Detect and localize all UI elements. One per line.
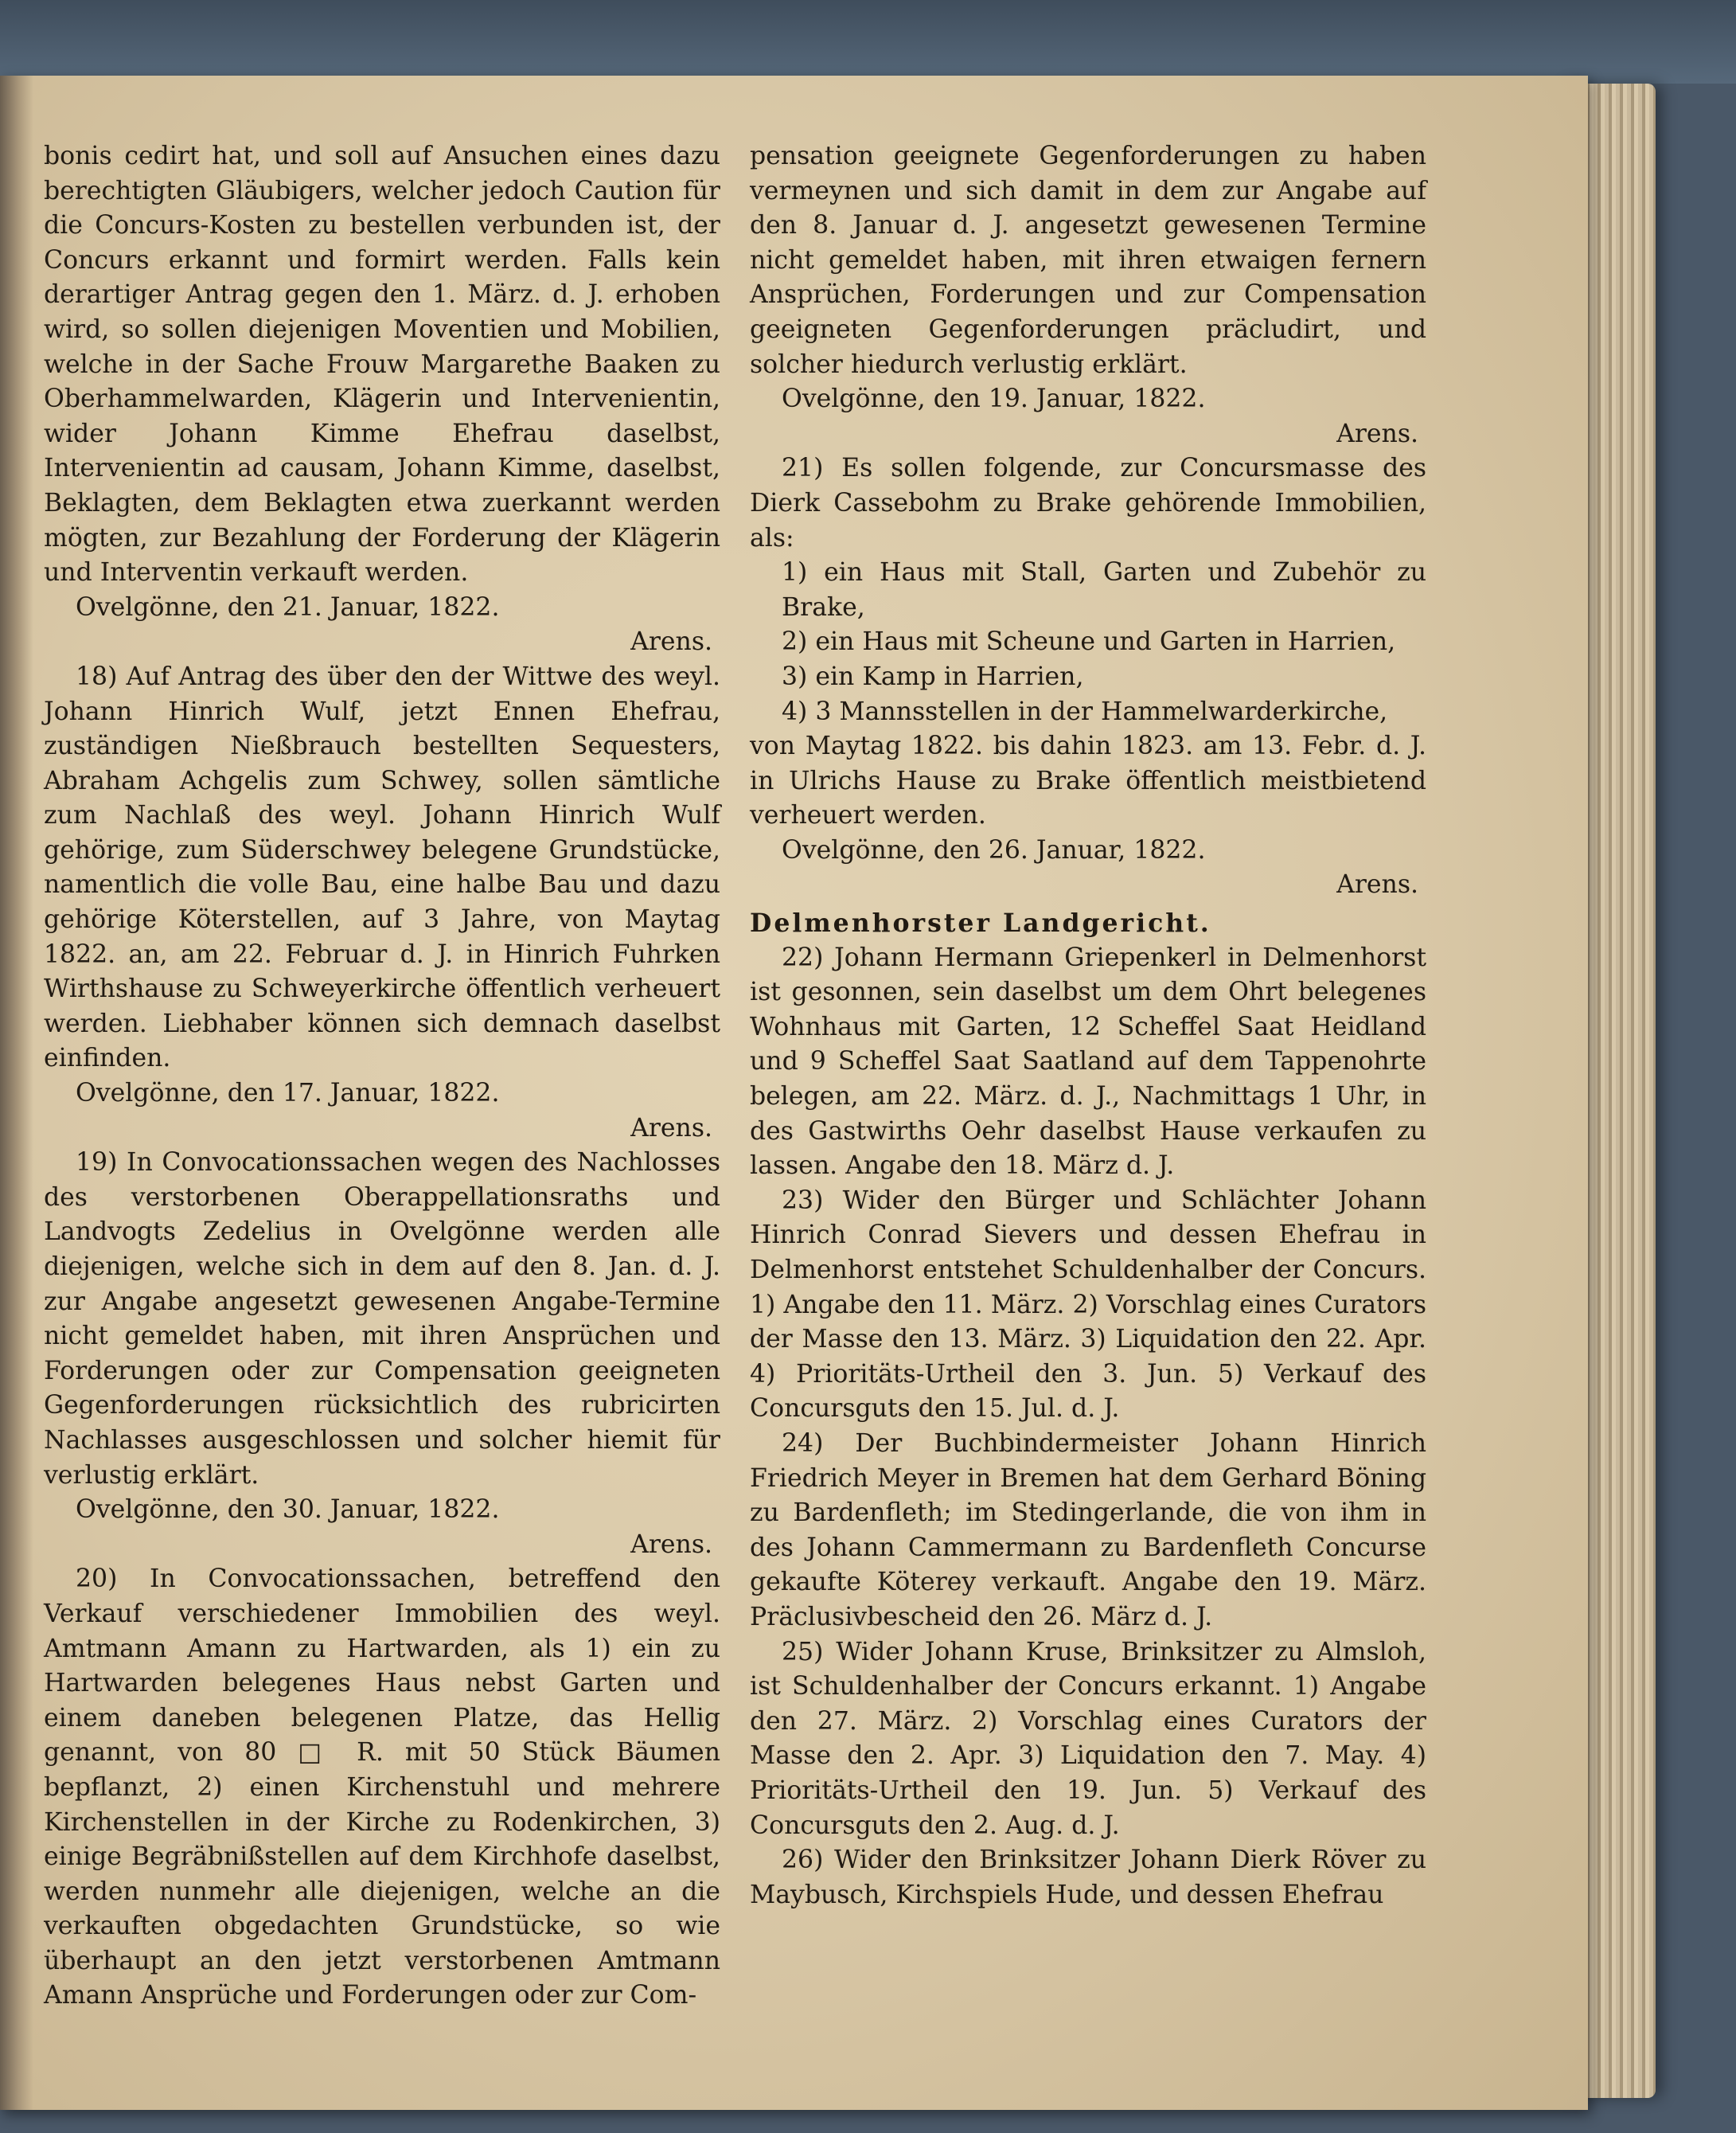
notice-25: 25) Wider Johann Kruse, Brinksitzer zu Almsloh, ist Schuldenhalber der Concurs erkannt. 1) Angabe den 27. März. 2) Vorschlag eines Curators der Masse den 2. Apr. 3) Liquidation den 7. May. 4) Prioritäts-Urtheil den 19. Jun. 5) Verkauf des Concursguts den 2. Aug. d. J. bbox=[750, 1637, 1426, 1840]
paragraph-continuation: pensation geeignete Gegenforderungen zu haben vermeynen und sich damit in dem zur Angabe auf den 8. Januar d. J. angesetzt gewesenen Termine nicht gemeldet haben, mit ihren etwaigen fernern Ansprüchen, Forderungen und zur Compensation geeigneten Gegenforderungen präcludirt, und solcher hiedurch verlustig erklärt. bbox=[750, 142, 1426, 379]
dateline: Ovelgönne, den 30. Januar, 1822. bbox=[76, 1495, 500, 1525]
signature: Arens. bbox=[630, 627, 712, 657]
section-heading: Delmenhorster Landgericht. bbox=[750, 908, 1211, 939]
paragraph-continuation: bonis cedirt hat, und soll auf Ansuchen eines dazu berechtigten Gläubigers, welcher jedoch Caution für die Concurs-Kosten zu bestellen verbunden ist, der Concurs erkannt und formirt werden. Falls kein derartiger Antrag gegen den 1. März. d. J. erhoben wird, so sollen diejenigen Moventien und Mobilien, welche in der Sache Frouw Margarethe Baaken zu Oberhammelwarden, Klägerin und Intervenientin, wider Johann Kimme Ehefrau daselbst, Intervenientin ad causam, Johann Kimme, daselbst, Beklagten, dem Beklagten etwa zuerkannt werden mögten, zur Bezahlung der Forderung der Klägerin und Interventin verkauft werden. bbox=[44, 142, 720, 588]
list-item: 1) ein Haus mit Stall, Garten und Zubehör zu Brake, bbox=[782, 558, 1426, 622]
notice-22: 22) Johann Hermann Griepenkerl in Delmenhorst ist gesonnen, sein daselbst um dem Ohrt belegenes Wohnhaus mit Garten, 12 Scheffel Saat Heidland und 9 Scheffel Saat Saatland auf dem Tappenohrte belegen, am 22. März. d. J., Nachmittags 1 Uhr, in des Gastwirths Oehr daselbst Hause verkaufen zu lassen. Angabe den 18. März d. J. bbox=[750, 943, 1426, 1181]
left-column bbox=[44, 139, 720, 2014]
dateline: Ovelgönne, den 26. Januar, 1822. bbox=[782, 835, 1206, 865]
notice-24: 24) Der Buchbindermeister Johann Hinrich Friedrich Meyer in Bremen hat dem Gerhard Böning zu Bardenfleth; im Stedingerlande, die von ihm in des Johann Cammermann zu Bardenfleth Concurse gekaufte Köterey verkauft. Angabe den 19. März. Präclusivbescheid den 26. März d. J. bbox=[750, 1428, 1426, 1631]
scan-background bbox=[0, 0, 1736, 84]
document-page bbox=[0, 76, 1588, 2110]
signature: Arens. bbox=[1336, 419, 1418, 448]
signature: Arens. bbox=[630, 1113, 712, 1143]
dateline: Ovelgönne, den 17. Januar, 1822. bbox=[76, 1079, 500, 1108]
dateline: Ovelgönne, den 19. Januar, 1822. bbox=[782, 385, 1206, 414]
notice-20: 20) In Convocationssachen, betreffend den Verkauf verschiedener Immobilien des weyl. Amtmann Amann zu Hartwarden, als 1) ein zu Hartwarden belegenes Haus nebst Garten und einem daneben belegenen Platze, das Hellig genannt, von 80 □ R. mit 50 Stück Bäumen bepflanzt, 2) einen Kirchenstuhl und mehrere Kirchenstellen in der Kirche zu Rodenkirchen, 3) einige Begräbnißstellen auf dem Kirchhofe daselbst, werden nunmehr alle diejenigen, welche an die verkauften obgedachten Grundstücke, so wie überhaupt an den jetzt verstorbenen Amtmann Amann Ansprüche und Forderungen oder zur Com- bbox=[44, 1565, 720, 2010]
list-item: 3) ein Kamp in Harrien, bbox=[782, 662, 1084, 691]
dateline: Ovelgönne, den 21. Januar, 1822. bbox=[76, 592, 500, 622]
list-item: 2) ein Haus mit Scheune und Garten in Harrien, bbox=[782, 627, 1396, 657]
notice-19: 19) In Convocationssachen wegen des Nachlosses des verstorbenen Oberappellationsraths und Landvogts Zedelius in Ovelgönne werden alle diejenigen, welche sich in dem auf den 8. Jan. d. J. zur Angabe angesetzt gewesenen Angabe-Termine nicht gemeldet haben, mit ihren Ansprüchen und Forderungen oder zur Compensation geeigneten Gegenforderungen rücksichtlich des rubricirten Nachlasses ausgeschlossen und solcher hiemit für verlustig erklärt. bbox=[44, 1148, 720, 1490]
notice-21-end: von Maytag 1822. bis dahin 1823. am 13. Febr. d. J. in Ulrichs Hause zu Brake öffentlich meistbietend verheuert werden. bbox=[750, 732, 1426, 830]
notice-23: 23) Wider den Bürger und Schlächter Johann Hinrich Conrad Sievers und dessen Ehefrau in Delmenhorst entstehet Schuldenhalber der Concurs. 1) Angabe den 11. März. 2) Vorschlag eines Curators der Masse den 13. März. 3) Liquidation den 22. Apr. 4) Prioritäts-Urtheil den 3. Jun. 5) Verkauf des Concursguts den 15. Jul. d. J. bbox=[750, 1186, 1426, 1424]
signature: Arens. bbox=[1336, 870, 1418, 900]
notice-26: 26) Wider den Brinksitzer Johann Dierk Röver zu Maybusch, Kirchspiels Hude, und dessen Ehefrau bbox=[750, 1846, 1426, 1909]
list-item: 4) 3 Mannsstellen in der Hammelwarderkirche, bbox=[782, 697, 1388, 726]
right-column bbox=[750, 139, 1426, 1912]
notice-21: 21) Es sollen folgende, zur Concursmasse des Dierk Cassebohm zu Brake gehörende Immobilien, als: bbox=[750, 454, 1426, 553]
notice-18: 18) Auf Antrag des über den der Wittwe des weyl. Johann Hinrich Wulf, jetzt Ennen Ehefrau, zuständigen Nießbrauch bestellten Sequesters, Abraham Achgelis zum Schwey, sollen sämtliche zum Nachlaß des weyl. Johann Hinrich Wulf gehörige, zum Süderschwey belegene Grundstücke, namentlich die volle Bau, eine halbe Bau und dazu gehörige Köterstellen, auf 3 Jahre, von Maytag 1822. an, am 22. Februar d. J. in Hinrich Fuhrken Wirthshause zu Schweyerkirche öffentlich verheuert werden. Liebhaber können sich demnach daselbst einfinden. bbox=[44, 662, 720, 1073]
signature: Arens. bbox=[630, 1529, 712, 1559]
